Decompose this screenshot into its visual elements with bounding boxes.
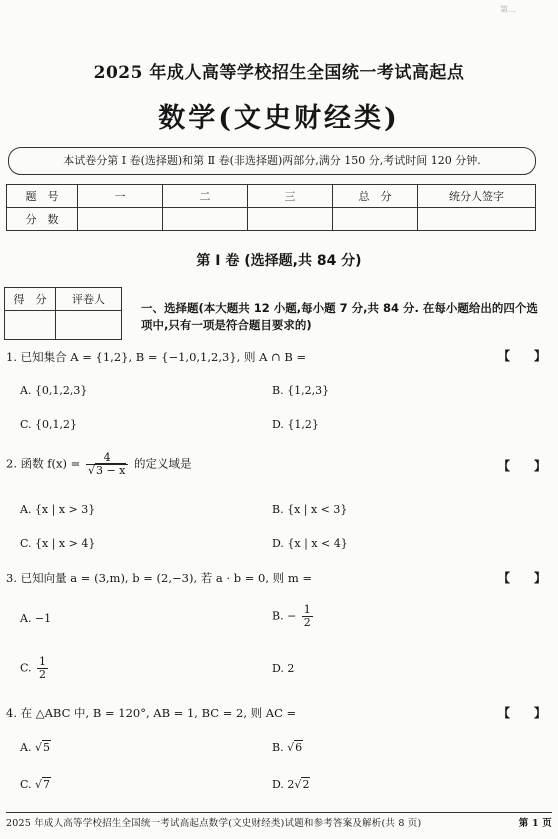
q4-option-b-label: B.: [272, 741, 288, 754]
page-footer: [6, 815, 552, 829]
score-cell-blank[interactable]: [418, 208, 536, 231]
q3-option-d: D. 2: [272, 662, 295, 675]
q4-d-radicand: 2: [302, 778, 310, 791]
question-3-stem: 3. 已知向量 a = (3,m), b = (2,−3), 若 a · b = 0, 则 m =: [6, 571, 313, 585]
grader-score-label: 得 分: [5, 288, 56, 311]
q2-option-a: A. {x | x > 3}: [20, 503, 96, 516]
page-number: 第 1 页: [518, 818, 552, 829]
q4-option-d: D. 2√2: [272, 778, 310, 791]
q2-stem-prefix: 2. 函数 f(x) =: [6, 456, 81, 471]
q2-option-b: B. {x | x < 3}: [272, 503, 348, 516]
q3-b-denominator: 2: [303, 616, 311, 629]
score-table-cell: 总 分: [333, 185, 418, 208]
q3-c-numerator: 1: [39, 655, 47, 668]
score-table: [6, 184, 536, 231]
answer-bracket-2[interactable]: 【 】: [498, 459, 547, 473]
score-cell-blank[interactable]: [333, 208, 418, 231]
q1-option-b: B. {1,2,3}: [272, 384, 330, 397]
grader-name-cell[interactable]: [56, 311, 122, 340]
question-2-stem: [6, 452, 192, 477]
q2-radicand: 3 − x: [95, 464, 126, 477]
question-4-stem: 4. 在 △ABC 中, B = 120°, AB = 1, BC = 2, 则 AC =: [6, 706, 297, 720]
q3-option-c-label: C.: [20, 661, 32, 675]
footer-divider: [6, 812, 552, 813]
score-cell-blank[interactable]: [78, 208, 163, 231]
q3-option-b-fraction: [302, 604, 313, 629]
score-table-score-row: [7, 208, 536, 231]
footer-text: 2025 年成人高等学校招生全国统一考试高起点数学(文史财经类)试题和参考答案及解析(共 8 页): [6, 818, 422, 829]
q2-option-d: D. {x | x < 4}: [272, 537, 348, 550]
q3-option-a: A. −1: [20, 612, 52, 625]
score-cell-blank[interactable]: [248, 208, 333, 231]
q3-option-b: [272, 604, 315, 629]
score-table-header-row: [7, 185, 536, 208]
q2-option-c: C. {x | x > 4}: [20, 537, 96, 550]
score-table-cell: 一: [78, 185, 163, 208]
q4-option-a-label: A.: [20, 741, 35, 754]
score-table-cell: 三: [248, 185, 333, 208]
score-table-cell: 题 号: [7, 185, 78, 208]
q1-option-c: C. {0,1,2}: [20, 418, 78, 431]
q2-fraction: [86, 452, 128, 477]
grader-box: [4, 287, 122, 340]
q4-option-a: A. √5: [20, 741, 50, 754]
q3-option-b-label: B. −: [272, 609, 297, 623]
q4-c-radicand: 7: [43, 778, 51, 791]
q4-option-d-label: D. 2: [272, 778, 295, 791]
q4-a-radicand: 5: [42, 741, 50, 754]
section-instruction: 一、选择题(本大题共 12 小题,每小题 7 分,共 84 分. 在每小题给出的四个选项中,只有一项是符合题目要求的): [141, 301, 538, 332]
score-table-cell: 统分人签字: [418, 185, 536, 208]
score-table-cell: 分 数: [7, 208, 78, 231]
q3-b-numerator: 1: [303, 603, 311, 616]
q3-c-denominator: 2: [39, 668, 47, 681]
q3-option-c: [20, 656, 50, 681]
q4-option-c-label: C.: [20, 778, 36, 791]
section-title: 第 Ⅰ 卷 (选择题,共 84 分): [196, 253, 362, 269]
subject-title: 数学(文史财经类): [158, 103, 400, 134]
answer-bracket-1[interactable]: 【 】: [498, 349, 547, 363]
grader-score-cell[interactable]: [5, 311, 56, 340]
corner-mark: 第…: [500, 5, 516, 14]
answer-bracket-4[interactable]: 【 】: [498, 706, 547, 720]
q1-option-d: D. {1,2}: [272, 418, 319, 431]
q1-option-a: A. {0,1,2,3}: [20, 384, 88, 397]
q2-fraction-numerator: 4: [86, 452, 128, 465]
exam-title: 2025 年成人高等学校招生全国统一考试高起点: [93, 63, 465, 83]
score-table-cell: 二: [163, 185, 248, 208]
q2-fraction-denominator: √3 − x: [87, 464, 126, 477]
exam-notice: 本试卷分第 Ⅰ 卷(选择题)和第 Ⅱ 卷(非选择题)两部分,满分 150 分,考试时间 120 分钟.: [8, 147, 536, 175]
answer-bracket-3[interactable]: 【 】: [498, 571, 547, 585]
q4-option-c: C. √7: [20, 778, 51, 791]
q4-option-b: B. √6: [272, 741, 303, 754]
q4-b-radicand: 6: [295, 741, 303, 754]
q2-stem-suffix: 的定义域是: [134, 456, 192, 471]
q3-option-c-fraction: [37, 656, 48, 681]
grader-name-label: 评卷人: [56, 288, 122, 311]
score-cell-blank[interactable]: [163, 208, 248, 231]
question-1-stem: 1. 已知集合 A = {1,2}, B = {−1,0,1,2,3}, 则 A ∩ B =: [6, 350, 307, 364]
